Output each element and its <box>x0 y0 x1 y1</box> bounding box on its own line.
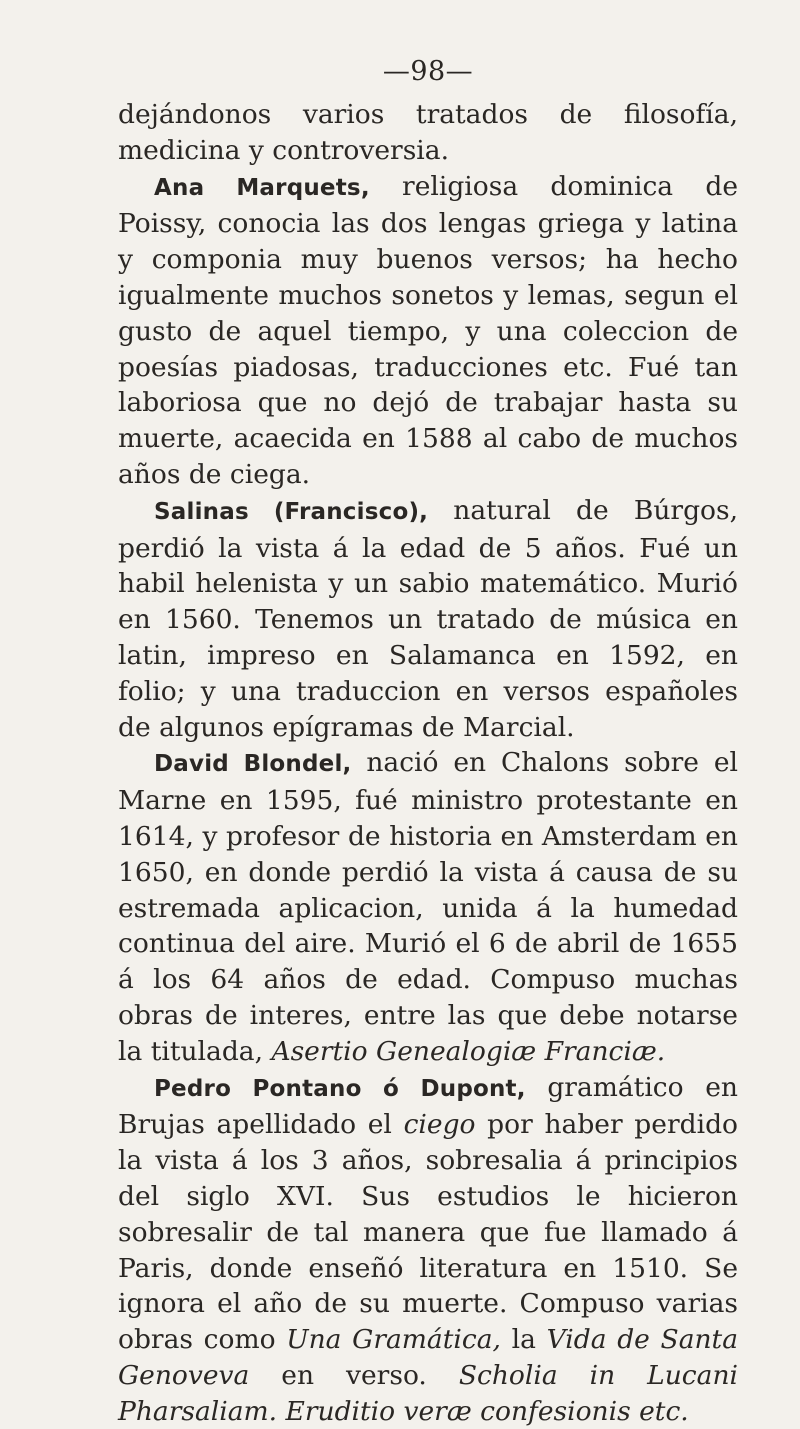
entry-italic-vida: Vida de Santa Genoveva <box>118 1324 739 1391</box>
entry-heading: Salinas (Francisco), <box>154 498 429 525</box>
entry-heading: David Blondel, <box>154 751 352 778</box>
entry-italic-gramatica: Una Gramática, <box>286 1324 501 1356</box>
entry-text: la <box>500 1324 547 1356</box>
entry-salinas <box>118 493 738 746</box>
page-number: —98— <box>382 56 474 87</box>
entry-text: religiosa dominica de Poissy, conocia las dos lengas griega y latina y componia muy buenos versos; ha hecho igualmente muchos sonetos y lemas, segun el gusto de aquel tiempo, y una coleccion de poesías piadosas, traducciones etc. Fué tan laboriosa que no dejó de trabajar hasta su muerte, acaecida en 1588 al cabo de muchos años de ciega. <box>118 170 738 490</box>
entry-text: gramático en Brujas apellidado el <box>118 1071 738 1141</box>
paragraph-continuation <box>118 97 738 169</box>
entry-heading: Pedro Pontano ó Dupont, <box>154 1075 526 1102</box>
entry-ana-marquets <box>118 169 738 493</box>
entry-heading: Ana Marquets, <box>154 174 370 201</box>
entry-text: nació en Chalons sobre el Marne en 1595, fué ministro protestante en 1614, y profesor de historia en Amsterdam en 1650, en donde perdió la vista á causa de su estremada aplicacion, unida á la humedad continua del aire. Murió el 6 de abril de 1655 á los 64 años de edad. Compuso muchas obras de interes, entre las que debe notarse la titulada, <box>118 747 738 1067</box>
entry-text: natural de Búrgos, perdió la vista á la edad de 5 años. Fué un habil helenista y un sabio matemático. Murió en 1560. Tenemos un tratado de música en latin, impreso en Salamanca en 1592, en folio; y una traduccion en versos españoles de algunos epígramas de Marcial. <box>118 494 739 743</box>
paragraph-text: dejándonos varios tratados de filosofía, medicina y controversia. <box>118 99 738 166</box>
entry-text: en verso. <box>249 1359 459 1391</box>
entry-pedro-pontano <box>118 1070 738 1429</box>
entry-italic-ciego: ciego <box>403 1109 476 1141</box>
entry-italic-scholia: Scholia in Lucani Pharsaliam. Eruditio veræ confesionis etc. <box>118 1359 738 1427</box>
entry-david-blondel <box>118 745 738 1069</box>
entry-text: por haber perdido la vista á los 3 años, sobresalia á principios del siglo XVI. Sus estudios le hicieron sobresalir de tal manera que fue llamado á Paris, donde enseñó literatura en 1510. Se ignora el año de su muerte. Compuso varias obras como <box>118 1109 738 1356</box>
entry-title-italic: Asertio Genealogiæ Franciæ. <box>271 1035 666 1067</box>
